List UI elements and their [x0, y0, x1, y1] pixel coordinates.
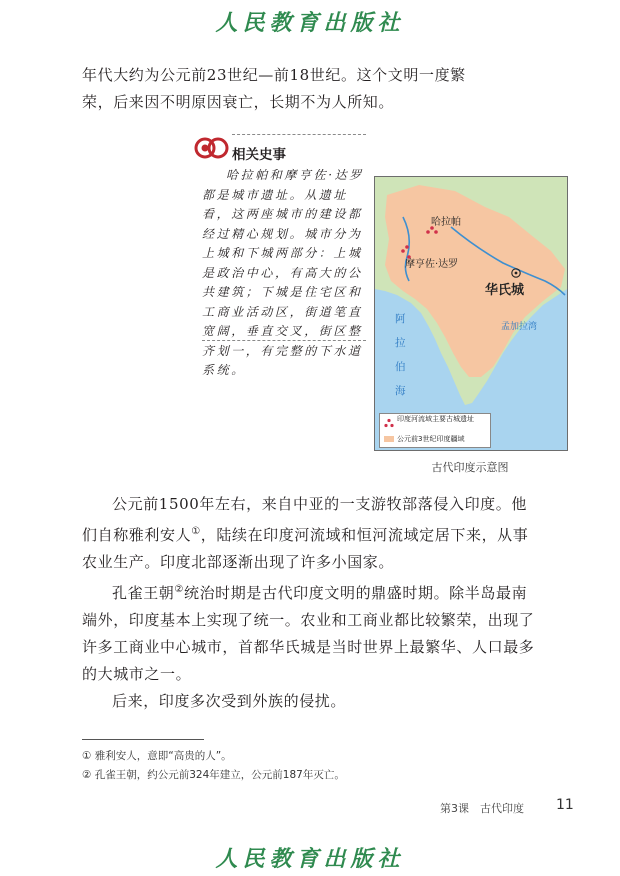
- footnote-2: ② 孔雀王朝，约公元前324年建立，公元前187年灭亡。: [82, 769, 345, 781]
- page-number: 11: [556, 797, 574, 813]
- paragraph-1: [82, 62, 534, 116]
- legend-territory-label: 公元前3世纪印度疆域: [397, 435, 465, 443]
- paragraph-4: 后来，印度多次受到外族的侵扰。: [112, 692, 347, 710]
- paragraph-1-line-1: 年代大约为公元前23世纪—前18世纪。这个文明一度繁: [82, 66, 466, 84]
- box-body: [202, 166, 364, 381]
- paragraph-3: [82, 576, 539, 688]
- label-arabian-sea: 阿拉伯海: [395, 313, 406, 397]
- paragraph-2: [82, 491, 539, 576]
- map-legend: [379, 413, 491, 448]
- paragraph-3-text-b: 统治时期是古代印度文明的鼎盛时期。除半岛最南端外，印度基本上实现了统一。农业和工商业都比较繁荣，出现了许多工商业中心城市，首都华氏城是当时世界上最繁华、人口最多的大城市之一。: [82, 584, 535, 683]
- footnote-1: ① 雅利安人，意即“高贵的人”。: [82, 750, 232, 762]
- box-bottom-rule: [202, 340, 366, 341]
- footnote-marker-2: ②: [174, 584, 184, 595]
- harappa-site-dot: [434, 230, 438, 234]
- footnote-marker-1: ①: [191, 526, 201, 537]
- legend-territory-swatch: [384, 436, 394, 442]
- box-title: 相关史事: [232, 147, 286, 163]
- related-history-icon: [194, 135, 230, 161]
- publisher-footer: 人民教育出版社: [215, 846, 405, 872]
- label-bay-of-bengal: 孟加拉湾: [501, 322, 538, 332]
- mohenjo-site-dot: [405, 245, 409, 249]
- label-harappa: 哈拉帕: [431, 217, 461, 228]
- harappa-site-dot: [426, 230, 430, 234]
- label-pataliputra: 华氏城: [485, 283, 525, 298]
- box-top-rule: [232, 134, 366, 135]
- paragraph-2-text-a: 公元前1500年左右，来自中亚的一支游牧部落侵入印度。他们自称雅利安人: [82, 495, 527, 544]
- label-mohenjo-daro: 摩亨佐·达罗: [405, 259, 459, 270]
- legend-site-icon: [384, 418, 394, 428]
- pataliputra-marker-dot: [515, 272, 518, 275]
- paragraph-1-line-2: 荣，后来因不明原因衰亡，长期不为人所知。: [82, 93, 395, 111]
- paragraph-2-text-b: ，陆续在印度河流域和恒河流域定居下来，从事农业生产。印度北部逐渐出现了许多小国家。: [82, 526, 529, 571]
- main-text: [82, 491, 539, 715]
- legend-sites-label: 印度河流域主要古城遗址: [397, 415, 474, 423]
- mohenjo-site-dot: [401, 249, 405, 253]
- box-text: 哈拉帕和摩亨佐·达罗都是城市遗址。从遗址看，这两座城市的建设都经过精心规划。城市分为上城和下城两部分：上城是政治中心，有高大的公共建筑；下城是住宅区和工商业活动区，街道笔直宽阔，垂直交叉，街区整齐划一，有完整的下水道系统。: [202, 168, 364, 377]
- paragraph-3-text-a: 孔雀王朝: [112, 584, 175, 602]
- publisher-header: 人民教育出版社: [215, 10, 405, 36]
- ancient-india-map: [374, 176, 568, 451]
- map-caption: 古代印度示意图: [431, 461, 509, 474]
- footnote-rule: [82, 739, 204, 740]
- footer-lesson-title: 第3课 古代印度: [440, 802, 524, 815]
